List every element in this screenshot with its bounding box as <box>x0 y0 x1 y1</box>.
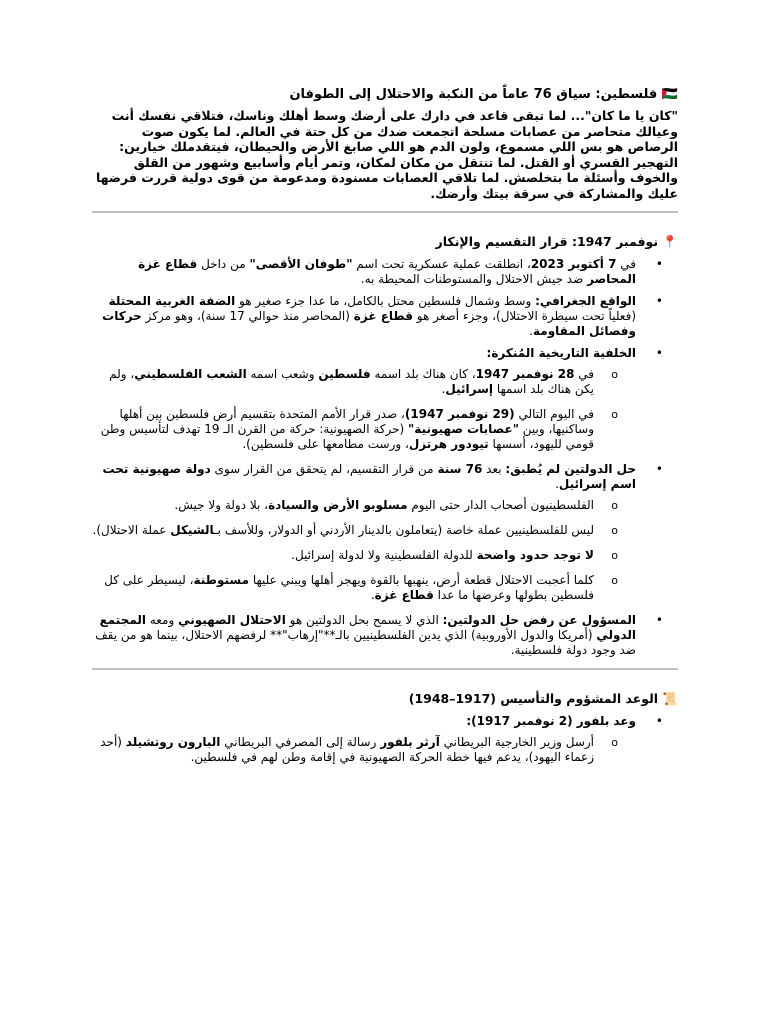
document-title: 🇵🇸 فلسطين: سياق 76 عاماً من النكبة والاحتلال إلى الطوفان <box>289 87 678 102</box>
list-item: • المسؤول عن رفض حل الدولتين: الذي لا يسمح بحل الدولتين هو الاحتلال الصهيوني ومعه المجتمع الدولي (أمريكا والدول الأوروبية) الذي يدين الفلسطينيين بالـ**"إرهاب"** لرفضهم الاحتلال، بينما هو من يقف ضد وجود دولة فلسطينية. <box>92 613 678 658</box>
document-page <box>92 86 678 775</box>
sub-list-item: o في 28 نوفمبر 1947، كان هناك بلد اسمه فلسطين وشعب اسمه الشعب الفلسطيني، ولم يكن هناك بلد اسمها إسرائيل. <box>92 367 636 397</box>
sub-list-item: o ليس للفلسطينيين عملة خاصة (يتعاملون بالدينار الأردني أو الدولار، وللأسف بـالشيكل عملة الاحتلال). <box>92 523 636 538</box>
list-item: • وعد بلفور (2 نوفمبر 1917): o أرسل وزير الخارجية البريطاني آرثر بلفور رسالة إلى المصرفي البريطاني البارون روتشيلد (أحد زعماء اليهود)، يدعم فيها خطة الحركة الصهيونية في إقامة وطن لهم في فلسطين. <box>92 714 678 765</box>
intro-paragraph: "كان يا ما كان"... لما تبقى قاعد في دارك على أرضك وسط أهلك وناسك، فتلاقي نفسك أنت وعيالك متحاصر من عصابات مسلحة اتجمعت ضدك من كل حتة في العالم. لما يكون صوت الرصاص هو بس اللي مسموع، ولون الدم هو اللي صابغ الأرض والحيطان، فيتقدملك خيارين: التهجير القسري أو القتل. لما تنتقل من مكان لمكان، وتمر أيام وأسابيع وشهور من القلق والخوف وأسئلة ما بتخلصش. لما تلاقي العصابات مسنودة ومدعومة من قوى دولية قررت فرضها عليك والمشاركة في سرقة بيتك وأرضك. <box>95 108 678 201</box>
divider <box>92 668 678 670</box>
partition-list <box>92 257 678 658</box>
sub-list-item: o الفلسطينيون أصحاب الدار حتى اليوم مسلوبو الأرض والسيادة، بلا دولة ولا جيش. <box>92 498 636 513</box>
sub-list-item: o في اليوم التالي (29 نوفمبر 1947)، صدر قرار الأمم المتحدة بتقسيم أرض فلسطين بين أهلها وساكنيها، وبين "عصابات صهيونية" (حركة الصهيونية: حركة من القرن الـ 19 تهدف لتأسيس وطن قومي لليهود، أسسها تيودور هرتزل، ورست مطامعها على فلسطين). <box>92 407 636 452</box>
sub-list-item: o أرسل وزير الخارجية البريطاني آرثر بلفور رسالة إلى المصرفي البريطاني البارون روتشيلد (أحد زعماء اليهود)، يدعم فيها خطة الحركة الصهيونية في إقامة وطن لهم في فلسطين. <box>92 735 636 765</box>
section-heading-partition: 📍 نوفمبر 1947: قرار التقسيم والإنكار <box>435 234 678 249</box>
sub-list <box>92 498 636 603</box>
sub-list <box>92 367 636 452</box>
balfour-list <box>92 714 678 765</box>
list-item: • حل الدولتين لم يُطبق: بعد 76 سنة من قرار التقسيم، لم يتحقق من القرار سوى دولة صهيونية تحت اسم إسرائيل. o الفلسطينيون أصحاب الدار حتى اليوم مسلوبو الأرض والسيادة، بلا دولة ولا جيش. o ليس للفلسطينيين عملة خاصة (يتعاملون بالدينار الأردني أو الدولار، وللأسف بـالشيكل عملة الاحتلال). o لا توجد حدود واضحة للدولة الفلسطينية ولا لدولة إسرائيل. o كلما أعجبت الاحتلال قطعة أرض، ينهبها بالقوة ويهجر أهلها ويبني عليها مستوطنة، ليسيطر على كل فلسطين بطولها وعرضها ما عدا قطاع غزة. <box>92 462 678 603</box>
divider <box>92 211 678 213</box>
sub-list-item: o كلما أعجبت الاحتلال قطعة أرض، ينهبها بالقوة ويهجر أهلها ويبني عليها مستوطنة، ليسيطر على كل فلسطين بطولها وعرضها ما عدا قطاع غزة. <box>92 573 636 603</box>
list-item: • الخلفية التاريخية المُنكرة: o في 28 نوفمبر 1947، كان هناك بلد اسمه فلسطين وشعب اسمه الشعب الفلسطيني، ولم يكن هناك بلد اسمها إسرائيل. o في اليوم التالي (29 نوفمبر 1947)، صدر قرار الأمم المتحدة بتقسيم أرض فلسطين بين أهلها وساكنيها، وبين "عصابات صهيونية" (حركة الصهيونية: حركة من القرن الـ 19 تهدف لتأسيس وطن قومي لليهود، أسسها تيودور هرتزل، ورست مطامعها على فلسطين). <box>92 346 678 452</box>
sub-list <box>92 735 636 765</box>
sub-list-item: o لا توجد حدود واضحة للدولة الفلسطينية ولا لدولة إسرائيل. <box>92 548 636 563</box>
section-heading-balfour: 📜 الوعد المشؤوم والتأسيس (1917–1948) <box>408 691 678 706</box>
list-item: • الواقع الجغرافي: وسط وشمال فلسطين محتل بالكامل، ما عدا جزء صغير هو الضفة الغربية المحتلة (فعلياً تحت سيطرة الاحتلال)، وجزء أصغر هو قطاع غزة (المحاصر منذ حوالي 17 سنة)، وهو مركز حركات وفصائل المقاومة. <box>92 294 678 339</box>
list-item: • في 7 أكتوبر 2023، انطلقت عملية عسكرية تحت اسم "طوفان الأقصى" من داخل قطاع غزة المحاصر ضد جيش الاحتلال والمستوطنات المحيطة به. <box>92 257 678 287</box>
